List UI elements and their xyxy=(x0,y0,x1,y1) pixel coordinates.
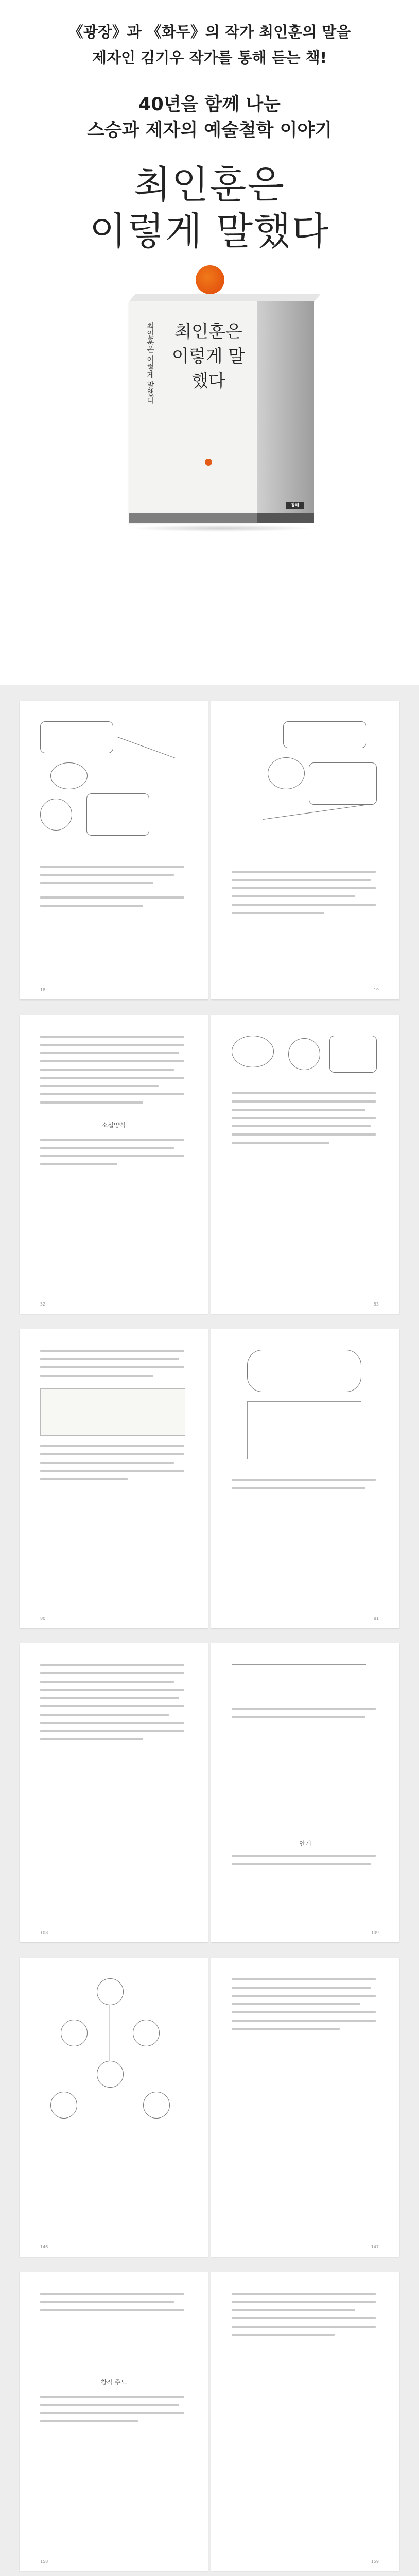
text-line xyxy=(232,871,376,873)
text-line xyxy=(40,1689,184,1691)
text-line xyxy=(232,1109,365,1111)
sketch-circle xyxy=(61,2020,88,2046)
text-line xyxy=(40,1445,184,1447)
text-line xyxy=(232,2028,340,2030)
page-number: 159 xyxy=(371,2559,379,2564)
section-heading: 안개 xyxy=(299,1840,311,1848)
text-line xyxy=(232,895,355,897)
text-line xyxy=(40,1036,184,1038)
text-line xyxy=(40,1681,174,1683)
text-line xyxy=(232,1708,376,1710)
page-number: 108 xyxy=(40,1930,48,1935)
text-line xyxy=(40,874,174,876)
sketch-circle xyxy=(133,2020,160,2046)
text-line xyxy=(232,904,376,906)
text-line xyxy=(232,912,324,914)
book-front-title: 최인훈은 이렇게 말했다 xyxy=(171,321,246,392)
text-line xyxy=(232,1995,376,1997)
book-box-side-band xyxy=(257,513,314,523)
page-number: 52 xyxy=(40,1302,46,1307)
sketch-circle xyxy=(143,2092,170,2119)
page-left xyxy=(20,1643,208,1942)
sketch-line xyxy=(263,805,364,820)
text-line xyxy=(232,2293,376,2295)
sketch-line xyxy=(109,2005,110,2061)
text-line xyxy=(232,2317,376,2319)
text-line xyxy=(232,1133,376,1136)
page-number: 146 xyxy=(40,2245,48,2249)
text-line xyxy=(40,1101,143,1104)
page-number: 158 xyxy=(40,2559,48,2564)
text-line xyxy=(40,2293,184,2295)
text-line xyxy=(232,2334,335,2336)
text-line xyxy=(40,1147,174,1149)
text-line xyxy=(40,882,153,884)
page-left xyxy=(20,1958,208,2257)
orange-sun-graphic xyxy=(196,265,224,294)
sketch-diagram xyxy=(283,721,366,748)
spread-2 xyxy=(20,1015,399,1314)
book-box-bottom-band xyxy=(129,513,257,523)
text-line xyxy=(40,905,143,907)
manuscript-grid xyxy=(247,1401,361,1459)
text-line xyxy=(40,1085,159,1087)
text-line xyxy=(40,1462,174,1464)
text-line xyxy=(40,1358,179,1360)
sketch-diagram xyxy=(86,793,149,836)
text-line xyxy=(40,1366,184,1368)
sketch-circle xyxy=(40,799,72,831)
text-line xyxy=(232,1978,376,1980)
headline-line-3: 40년을 함께 나눈 xyxy=(138,94,281,115)
book-box-side xyxy=(257,301,314,523)
sketch-diagram xyxy=(247,1350,361,1392)
text-line xyxy=(40,1375,153,1377)
cover-title-line-1: 최인훈은 xyxy=(134,163,285,207)
text-line xyxy=(232,2326,376,2328)
headline-line-2: 제자인 김기우 작가를 통해 듣는 책! xyxy=(92,49,327,66)
book-orange-dot xyxy=(205,459,212,466)
sketch-circle xyxy=(50,762,88,789)
diagram-box xyxy=(232,1664,366,1696)
text-line xyxy=(40,1052,179,1054)
text-line xyxy=(40,896,184,899)
handwritten-note-image xyxy=(40,1388,185,1436)
text-line xyxy=(40,1478,128,1480)
book-shadow xyxy=(129,524,314,532)
page-right xyxy=(211,1015,399,1314)
text-line xyxy=(40,1470,184,1472)
page-number: 18 xyxy=(40,988,46,992)
text-line xyxy=(40,1069,174,1071)
text-line xyxy=(232,1863,371,1865)
sketch-circle xyxy=(232,1036,274,1067)
text-line xyxy=(40,1163,117,1165)
page-number: 19 xyxy=(373,988,379,992)
spread-1 xyxy=(20,701,399,999)
text-line xyxy=(40,1722,184,1724)
text-line xyxy=(40,1139,184,1141)
publisher-logo: 창해 xyxy=(286,502,304,509)
page-number: 81 xyxy=(373,1616,379,1621)
text-line xyxy=(232,1142,329,1144)
text-line xyxy=(40,2396,184,2398)
text-line xyxy=(40,1714,169,1716)
page-right xyxy=(211,2272,399,2571)
text-line xyxy=(40,1453,184,1455)
book-spine-title: 최인훈은 이렇게 말했다 xyxy=(146,322,155,404)
sketch-circle xyxy=(288,1038,320,1070)
text-line xyxy=(40,1044,184,1046)
sketch-circle xyxy=(50,2092,77,2119)
text-line xyxy=(232,1092,376,1094)
sketch-diagram xyxy=(309,762,377,805)
text-line xyxy=(40,866,184,868)
inner-page-spreads xyxy=(0,685,419,2576)
text-line xyxy=(232,1716,365,1718)
text-line xyxy=(40,1077,184,1079)
text-line xyxy=(40,2412,184,2414)
text-line xyxy=(232,2020,376,2022)
text-line xyxy=(232,1855,376,1857)
text-line xyxy=(232,2301,376,2303)
page-right xyxy=(211,701,399,999)
page-left xyxy=(20,701,208,999)
page-right xyxy=(211,1329,399,1628)
text-line xyxy=(40,1697,179,1699)
text-line xyxy=(232,887,376,889)
page-left xyxy=(20,1015,208,1314)
headline-line-1: 《광장》과 《화두》의 작가 최인훈의 말을 xyxy=(68,23,351,41)
text-line xyxy=(232,2309,355,2311)
text-line xyxy=(40,1730,184,1732)
spread-6 xyxy=(20,2272,399,2571)
text-line xyxy=(232,1117,376,1119)
text-line xyxy=(40,2309,184,2311)
page-number: 80 xyxy=(40,1616,46,1621)
section-heading: 창작 주도 xyxy=(100,2379,127,2386)
book-box-top xyxy=(129,294,321,302)
sketch-diagram xyxy=(329,1036,377,1073)
sketch-circle xyxy=(268,757,305,789)
text-line xyxy=(232,1100,376,1103)
sketch-circle xyxy=(97,1978,124,2005)
text-line xyxy=(232,2003,360,2005)
text-line xyxy=(40,2301,174,2303)
text-line xyxy=(232,879,371,881)
text-line xyxy=(232,2011,376,2013)
page-right xyxy=(211,1643,399,1942)
page-number: 53 xyxy=(373,1302,379,1307)
sketch-circle xyxy=(97,2061,124,2088)
text-line xyxy=(40,1672,184,1674)
section-heading: 소설양식 xyxy=(101,1122,126,1129)
text-line xyxy=(40,1705,184,1707)
text-line xyxy=(40,1350,184,1352)
text-line xyxy=(40,1738,143,1740)
sketch-line xyxy=(117,737,176,758)
page-number: 109 xyxy=(371,1930,379,1935)
text-line xyxy=(232,1487,365,1489)
text-line xyxy=(40,1155,184,1157)
page-number: 147 xyxy=(371,2245,379,2249)
text-line xyxy=(40,1664,184,1666)
text-line xyxy=(232,1987,371,1989)
text-line xyxy=(40,2420,138,2422)
page-left xyxy=(20,1329,208,1628)
text-line xyxy=(232,1479,376,1481)
sketch-diagram xyxy=(40,721,113,753)
cover-title-line-2: 이렇게 말했다 xyxy=(89,209,330,253)
spread-5 xyxy=(20,1958,399,2257)
text-line xyxy=(232,1125,371,1127)
headline-line-4: 스승과 제자의 예술철학 이야기 xyxy=(86,120,333,141)
text-line xyxy=(40,1060,184,1062)
text-line xyxy=(40,2404,179,2406)
spread-3 xyxy=(20,1329,399,1628)
text-line xyxy=(40,1093,184,1095)
page-left xyxy=(20,2272,208,2571)
spread-4 xyxy=(20,1643,399,1942)
page-right xyxy=(211,1958,399,2257)
